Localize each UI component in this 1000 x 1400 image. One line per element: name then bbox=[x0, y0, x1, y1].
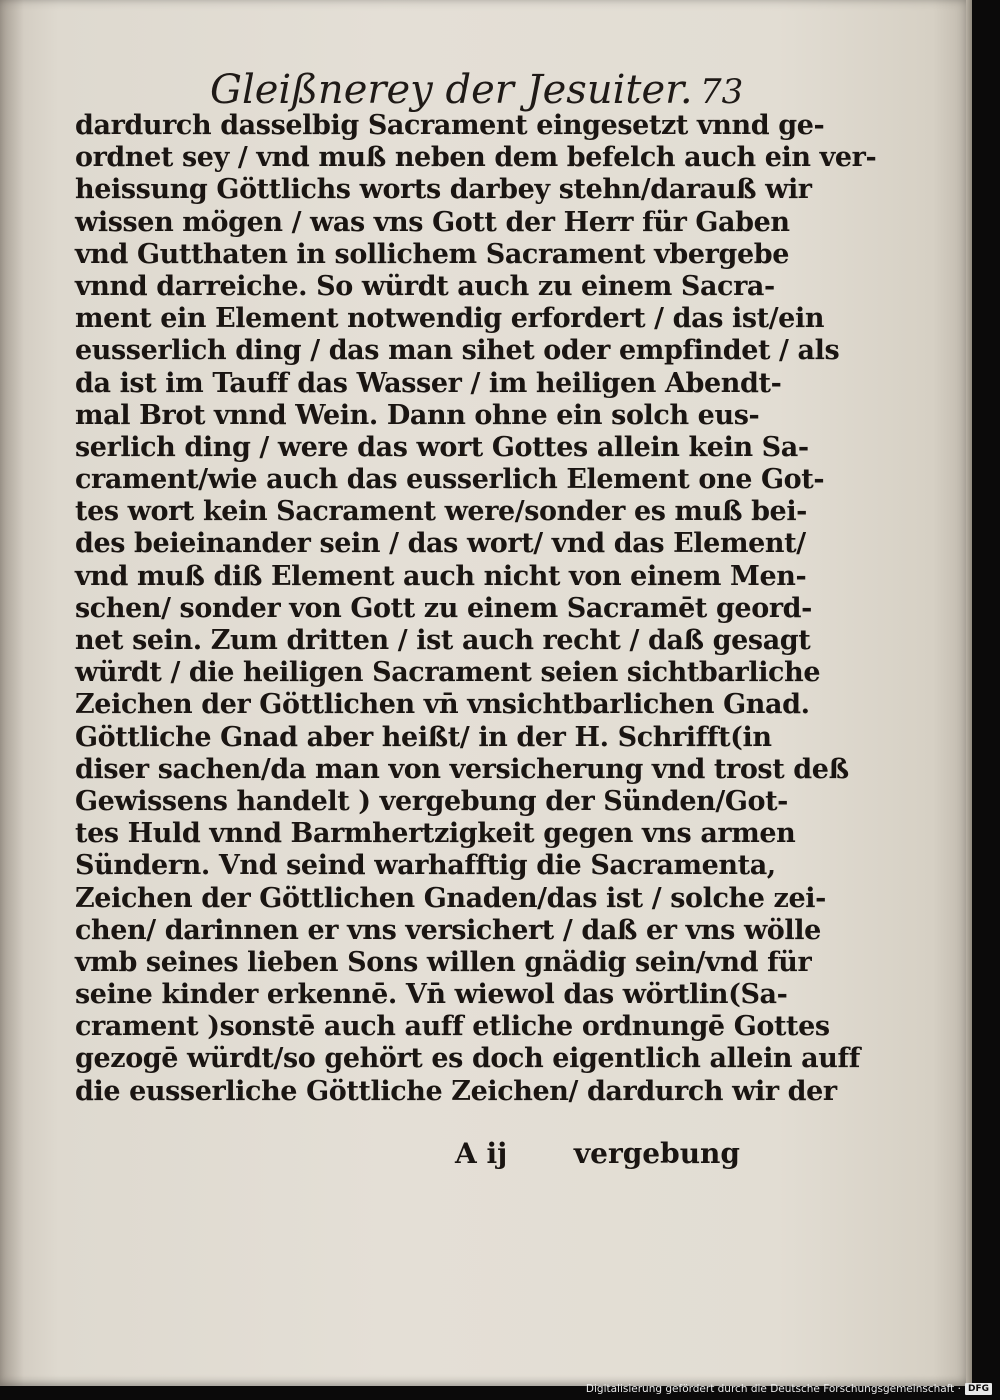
text-line: würdt / die heiligen Sacrament seien sichtbarliche bbox=[75, 657, 821, 689]
body-text bbox=[75, 110, 877, 1108]
text-line: des beieinander sein / das wort/ vnd das Element/ bbox=[75, 528, 806, 560]
text-line: Gewissens handelt ) vergebung der Sünden/Got- bbox=[75, 785, 788, 817]
text-line: vnd Gutthaten in sollichem Sacrament vbergebe bbox=[75, 238, 790, 270]
page-edge bbox=[966, 0, 972, 1386]
text-line: Göttliche Gnad aber heißt/ in der H. Schrifft(in bbox=[75, 721, 772, 753]
text-line: chen/ darinnen er vns versichert / daß er vns wölle bbox=[75, 914, 821, 946]
text-line: tes wort kein Sacrament were/sonder es muß bei- bbox=[75, 496, 807, 528]
text-line: eusserlich ding / das man sihet oder empfindet / als bbox=[75, 335, 840, 367]
catchword: vergebung bbox=[573, 1137, 740, 1170]
text-line: Sündern. Vnd seind warhafftig die Sacramenta, bbox=[75, 850, 776, 882]
text-line: schen/ sonder von Gott zu einem Sacramēt geord- bbox=[75, 592, 812, 624]
text-line: die eusserliche Göttliche Zeichen/ dardurch wir der bbox=[75, 1075, 837, 1107]
digitization-credit bbox=[586, 1382, 992, 1396]
text-line: tes Huld vnnd Barmhertzigkeit gegen vns armen bbox=[75, 818, 796, 850]
dfg-logo-icon: DFG bbox=[965, 1383, 992, 1395]
text-line: gezogē würdt/so gehört es doch eigentlich allein auff bbox=[75, 1043, 860, 1075]
text-line: wissen mögen / was vns Gott der Herr für Gaben bbox=[75, 206, 790, 238]
text-line: Zeichen der Göttlichen Gnaden/das ist / solche zei- bbox=[75, 882, 826, 914]
text-line: dardurch dasselbig Sacrament eingesetzt vnnd ge- bbox=[75, 110, 825, 141]
text-line: vnnd darreiche. So würdt auch zu einem Sacra- bbox=[75, 270, 775, 302]
running-title: Gleißnerey der Jesuiter. bbox=[210, 67, 693, 113]
gutter-shadow bbox=[0, 0, 24, 1386]
text-line: crament )sonstē auch auff etliche ordnungē Gottes bbox=[75, 1011, 830, 1043]
text-line: ordnet sey / vnd muß neben dem befelch auch ein ver- bbox=[75, 142, 877, 174]
text-line: serlich ding / were das wort Gottes allein kein Sa- bbox=[75, 431, 809, 463]
text-line: crament/wie auch das eusserlich Element one Got- bbox=[75, 464, 825, 496]
credit-text: Digitalisierung gefördert durch die Deutsche Forschungsgemeinschaft · bbox=[585, 1383, 961, 1395]
text-line: ment ein Element notwendig erfordert / das ist/ein bbox=[75, 303, 825, 335]
text-line: da ist im Tauff das Wasser / im heiligen Abendt- bbox=[75, 367, 782, 399]
text-line: net sein. Zum dritten / ist auch recht / daß gesagt bbox=[75, 625, 811, 656]
signature-mark: A ij bbox=[455, 1137, 508, 1170]
text-line: Zeichen der Göttlichen vn̄ vnsichtbarlichen Gnad. bbox=[75, 689, 810, 721]
page-number: 73 bbox=[700, 72, 744, 112]
page-footer bbox=[75, 1134, 740, 1174]
text-line: heissung Göttlichs worts darbey stehn/darauß wir bbox=[75, 174, 812, 206]
text-line: vnd muß diß Element auch nicht von einem Men- bbox=[75, 560, 807, 592]
text-line: vmb seines lieben Sons willen gnädig sein/vnd für bbox=[75, 946, 812, 978]
text-line: seine kinder erkennē. Vn̄ wiewol das wörtlin(Sa- bbox=[75, 979, 788, 1011]
text-line: mal Brot vnnd Wein. Dann ohne ein solch eus- bbox=[75, 399, 760, 431]
text-line: diser sachen/da man von versicherung vnd trost deß bbox=[75, 753, 849, 785]
